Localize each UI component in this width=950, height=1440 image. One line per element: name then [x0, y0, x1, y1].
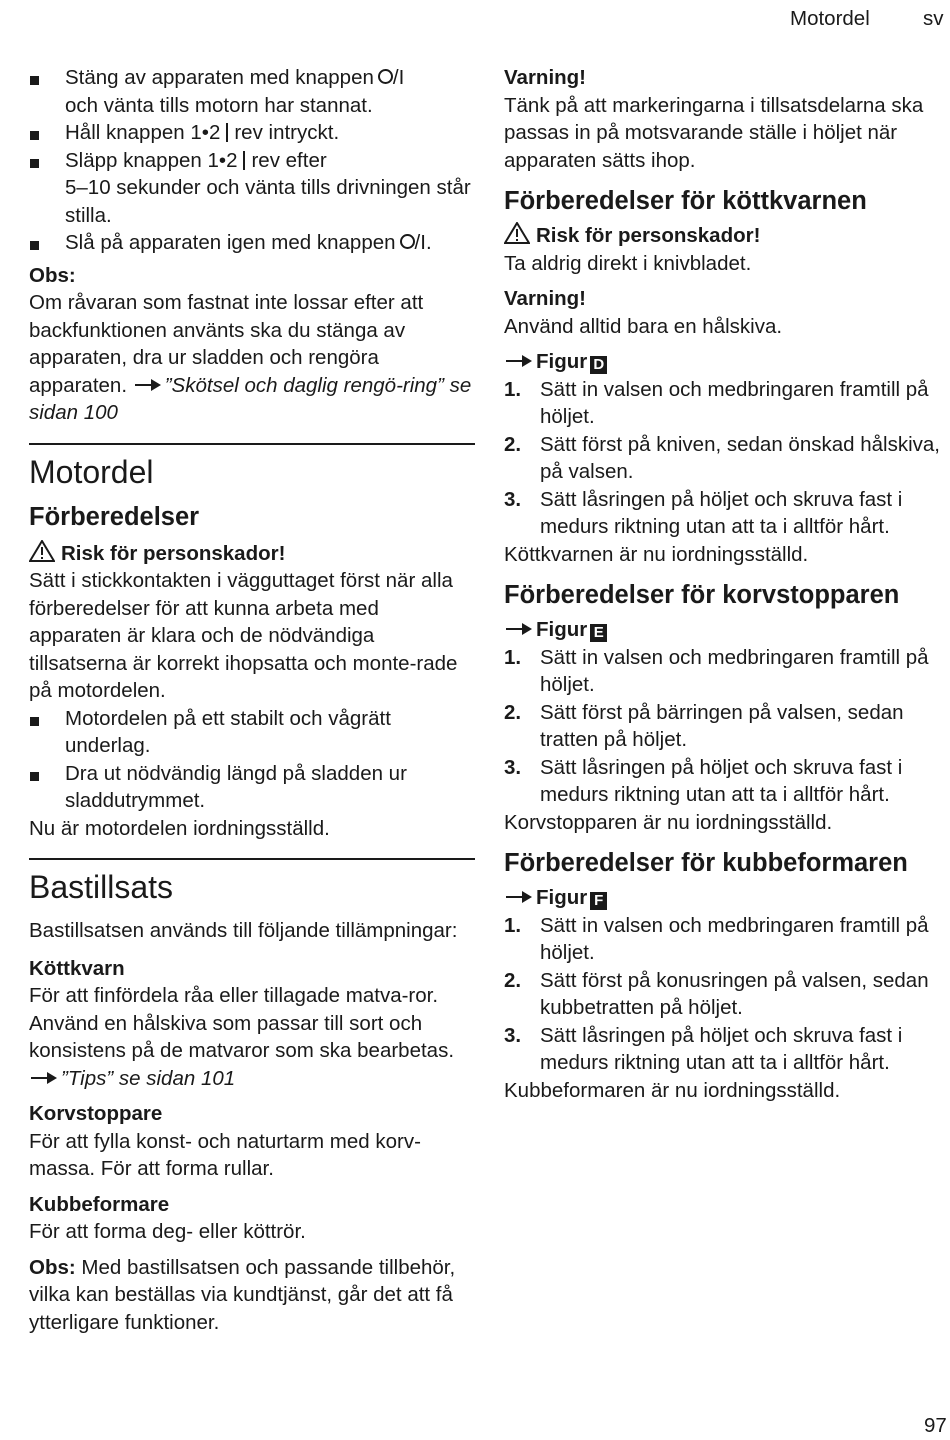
- korvstoppare-paragraph: För att fylla konst- och naturtarm med korv-massa. För att forma rullar.: [29, 1129, 421, 1180]
- section-title-bastillsats: Bastillsats: [29, 869, 174, 905]
- right-column: [504, 64, 946, 1104]
- status-text: Nu är motordelen iordningsställd.: [29, 816, 330, 840]
- left-column: [29, 64, 475, 1336]
- figure-letter-badge: D: [590, 356, 607, 374]
- step-item: 1. Sätt in valsen och medbringaren framtill på höljet.: [504, 645, 929, 696]
- power-off-icon: [378, 69, 393, 84]
- step-item: 1. Sätt in valsen och medbringaren framtill på höljet.: [504, 377, 929, 428]
- figure-reference: Figur F: [504, 884, 946, 912]
- varning-paragraph: Tänk på att markeringarna i tillsatsdelarna ska passas in på motsvarande ställe i höljet när apparaten sätts ihop.: [504, 93, 924, 172]
- cross-reference: ”Tips” se sidan 101: [61, 1066, 236, 1090]
- step-item: 1. Sätt in valsen och medbringaren framtill på höljet.: [504, 913, 929, 964]
- list-item: Släpp knappen 1•2 rev efter 5–10 sekunder och vänta tills drivningen står stilla.: [29, 147, 475, 230]
- bullet-icon: [29, 705, 65, 760]
- heading-korvstoppare: Korvstoppare: [29, 1102, 163, 1125]
- figure-letter-badge: E: [590, 624, 607, 642]
- heading-kubbe-prep: Förberedelser för kubbeformaren: [504, 849, 908, 877]
- step-item: 3. Sätt låsringen på höljet och skruva fast i medurs riktning utan att ta i alltför hårt.: [504, 487, 903, 538]
- header-language-code: sv: [923, 7, 944, 30]
- bullet-icon: [29, 119, 65, 147]
- obs-paragraph: Om råvaran som fastnat inte lossar efter att backfunktionen använts ska du stänga av apparaten, dra ur sladden och rengöra apparaten. ”Skötsel och daglig rengö-ring” se sidan 100: [29, 291, 472, 424]
- step-item: 2. Sätt först på kniven, sedan önskad hålskiva, på valsen.: [504, 432, 940, 483]
- status-text: Kubbeformaren är nu iordningsställd.: [504, 1078, 841, 1102]
- heading-kottkvarn: Köttkvarn: [29, 956, 125, 980]
- status-text: Köttkvarnen är nu iordningsställd.: [504, 542, 809, 566]
- cross-reference: ”Skötsel och daglig rengö-ring” se sidan 100: [29, 373, 472, 424]
- heading-korv-prep: Förberedelser för korvstopparen: [504, 581, 900, 609]
- status-text: Korvstopparen är nu iordningsställd.: [504, 810, 833, 834]
- bullet-icon: [29, 229, 65, 257]
- list-item: Håll knappen 1•2 rev intryckt.: [29, 119, 475, 147]
- arrow-right-icon: [135, 378, 161, 392]
- heading-kubbeformare: Kubbeformare: [29, 1192, 170, 1216]
- varning-label: Varning!: [504, 66, 587, 89]
- warning-triangle-icon: [29, 540, 55, 562]
- risk-paragraph: Ta aldrig direkt i knivbladet.: [504, 251, 752, 275]
- divider-bar-icon: [226, 123, 228, 142]
- figure-reference: Figur D: [504, 348, 946, 376]
- figure-letter-badge: F: [590, 892, 607, 910]
- arrow-right-icon: [506, 622, 532, 636]
- step-item: 3. Sätt låsringen på höljet och skruva fast i medurs riktning utan att ta i alltför hårt.: [504, 1023, 903, 1074]
- power-off-icon: [400, 234, 415, 249]
- risk-paragraph: Sätt i stickkontakten i vägguttaget först när alla förberedelser för att kunna arbeta med apparaten är klara och de nödvändiga tillsatserna är korrekt ihopsatta och monte-rade på motordelen.: [29, 569, 458, 702]
- section-title-motordel: Motordel: [29, 453, 154, 490]
- section-divider: [29, 443, 475, 445]
- list-item: Motordelen på ett stabilt och vågrätt underlag.: [29, 705, 475, 760]
- figure-reference: Figur E: [504, 616, 946, 644]
- step-item: 2. Sätt först på bärringen på valsen, sedan tratten på höljet.: [504, 700, 904, 751]
- heading-forberedelser: Förberedelser: [29, 502, 200, 531]
- arrow-right-icon: [506, 890, 532, 904]
- bullet-icon: [29, 760, 65, 815]
- step-item: 2. Sätt först på konusringen på valsen, sedan kubbetratten på höljet.: [504, 968, 929, 1019]
- obs-note: Obs: Med bastillsatsen och passande tillbehör, vilka kan beställas via kundtjänst, går det att få ytterligare funktioner.: [29, 1255, 456, 1334]
- kubbeformare-paragraph: För att forma deg- eller köttrör.: [29, 1220, 306, 1243]
- bullet-icon: [29, 147, 65, 230]
- risk-heading: Risk för personskador!: [29, 540, 475, 568]
- list-item: Slå på apparaten igen med knappen /I.: [29, 229, 475, 257]
- arrow-right-icon: [506, 354, 532, 368]
- list-item: Stäng av apparaten med knappen /I och vänta tills motorn har stannat.: [29, 64, 475, 119]
- arrow-right-icon: [31, 1071, 57, 1085]
- page-number: 97: [924, 1414, 947, 1437]
- step-item: 3. Sätt låsringen på höljet och skruva fast i medurs riktning utan att ta i alltför hårt.: [504, 755, 903, 806]
- section-divider: [29, 858, 475, 860]
- risk-heading: Risk för personskador!: [504, 222, 946, 250]
- kottkvarn-paragraph: För att finfördela råa eller tillagade matva-ror. Använd en hålskiva som passar till sort och konsistens på de matvaror som ska bearbetas. ”Tips” se sidan 101: [29, 984, 455, 1090]
- obs-label: Obs:: [29, 263, 76, 287]
- bullet-icon: [29, 64, 65, 119]
- warning-triangle-icon: [504, 222, 530, 244]
- heading-kottkvarn-prep: Förberedelser för köttkvarnen: [504, 187, 867, 215]
- header-section-title: Motordel: [790, 7, 870, 30]
- divider-bar-icon: [243, 151, 245, 170]
- list-item-text: Stäng av apparaten med knappen: [65, 66, 374, 89]
- varning-paragraph: Använd alltid bara en hålskiva.: [504, 314, 783, 338]
- varning-label: Varning!: [504, 287, 587, 310]
- intro-paragraph: Bastillsatsen används till följande tillämpningar:: [29, 919, 458, 942]
- list-item: Dra ut nödvändig längd på sladden ur sladdutrymmet.: [29, 760, 475, 815]
